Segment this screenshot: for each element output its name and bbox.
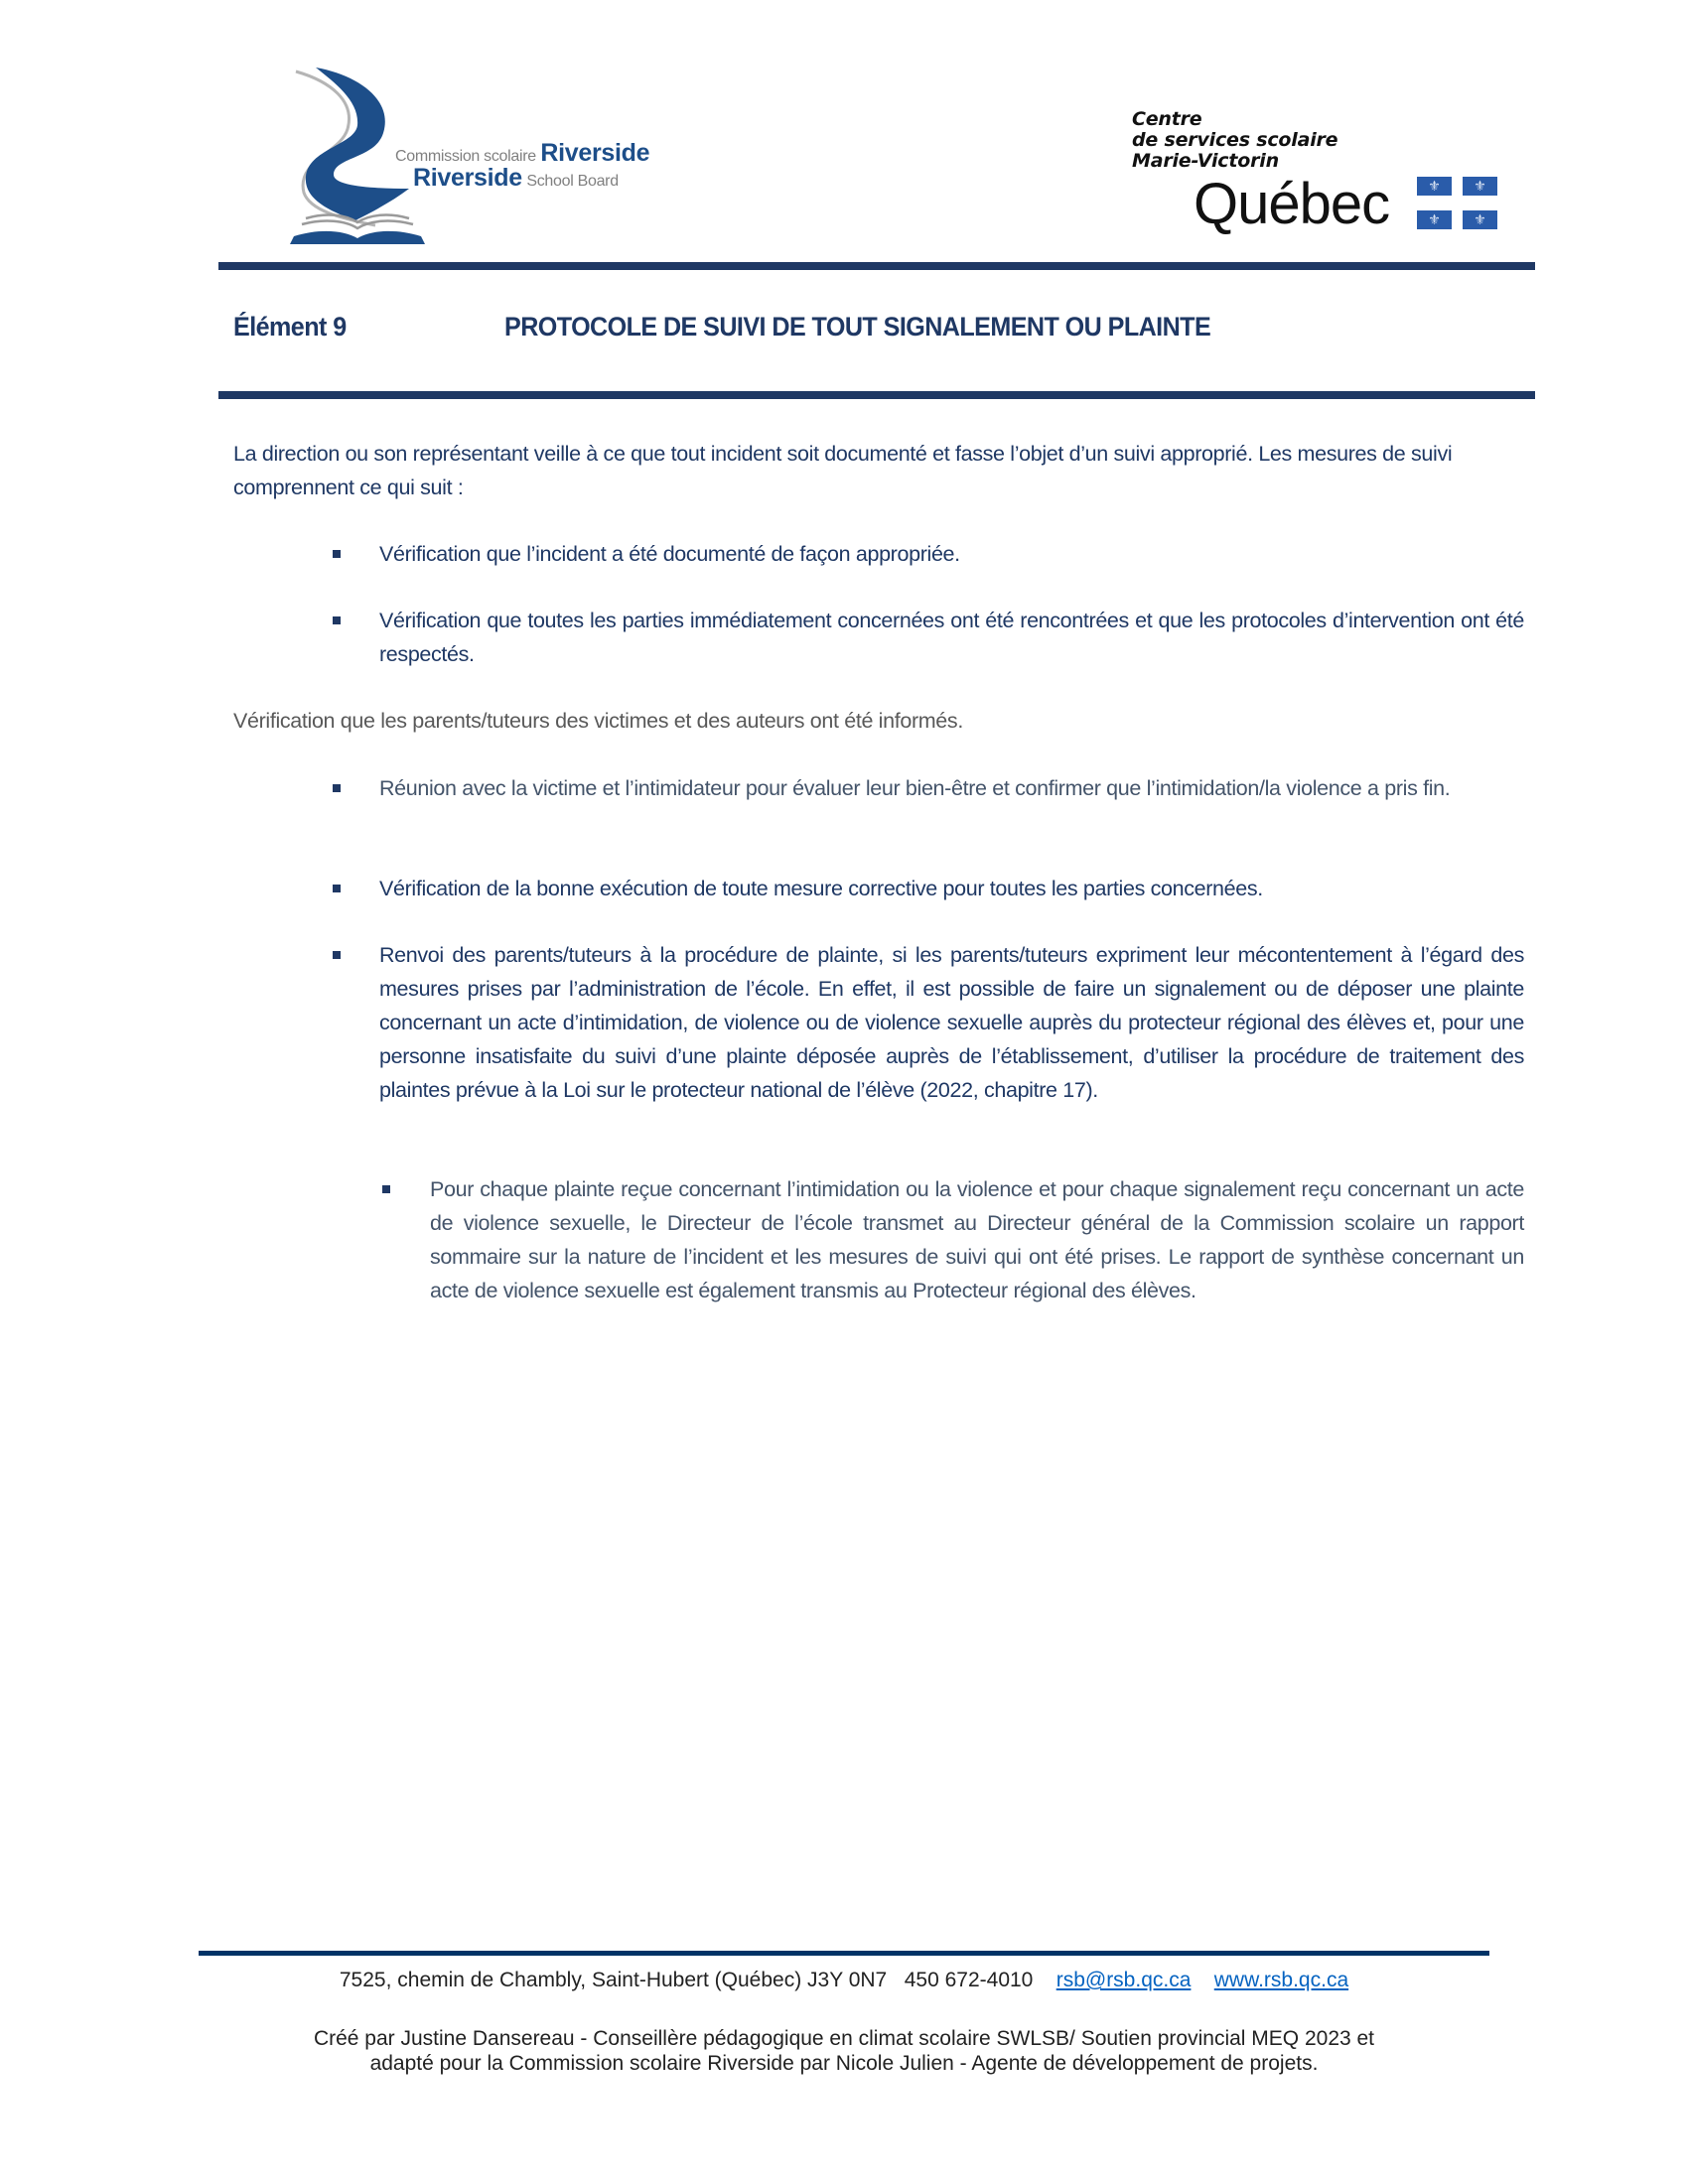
logo-text-marie-victorin: Marie-Victorin	[1132, 150, 1279, 172]
intro-paragraph: La direction ou son représentant veille à ce que tout incident soit documenté et fasse l’objet d’un suivi approprié. Les mesures de suivi comprennent ce qui suit :	[233, 442, 1453, 499]
footer-email-link[interactable]: rsb@rsb.qc.ca	[1055, 1969, 1192, 1991]
footer-credit-line-2: adapté pour la Commission scolaire Riverside par Nicole Julien - Agente de développement de projets.	[369, 2052, 1319, 2075]
footer-credit-line-1: Créé par Justine Dansereau - Conseillère pédagogique en climat scolaire SWLSB/ Soutien provincial MEQ 2023 et	[313, 2027, 1375, 2050]
list-item	[333, 872, 1524, 905]
quebec-cssmv-logo	[1132, 109, 1509, 248]
footer-website-link[interactable]: www.rsb.qc.ca	[1213, 1969, 1349, 1991]
logo-text-school-board: School Board	[526, 173, 619, 190]
riverside-school-board-logo	[286, 62, 683, 250]
bullet-square-icon	[382, 1185, 390, 1193]
bullet-square-icon	[333, 616, 341, 624]
list-item-text: Renvoi des parents/tuteurs à la procédure de plainte, si les parents/tuteurs expriment leur mécontentement à l’égard des mesures prises par l’administration de l’école. En effet, il est possible de faire un signalement ou de déposer une plainte concernant un acte d’intimidation, de violence ou de violence sexuelle auprès du protecteur régional des élèves et, pour une personne insatisfaite du suivi d’une plainte déposée auprès de l’établissement, d’utiliser la procédure de traitement des plaintes prévue à la Loi sur le protecteur national de l’élève (2022, chapitre 17).	[379, 943, 1524, 1102]
list-item-text: Vérification que l’incident a été documenté de façon appropriée.	[379, 542, 960, 566]
section-title: PROTOCOLE DE SUIVI DE TOUT SIGNALEMENT OU PLAINTE	[504, 312, 1211, 341]
element-label: Élément 9	[233, 312, 347, 341]
logo-text-riverside-fr: Riverside	[540, 139, 650, 167]
list-item-text: Réunion avec la victime et l’intimidateur pour évaluer leur bien-être et confirmer que l’intimidation/la violence a pris fin.	[379, 776, 1451, 800]
list-item	[333, 537, 1524, 571]
footer-rule	[199, 1951, 1489, 1956]
heading-bottom-rule	[218, 391, 1535, 399]
list-item	[333, 938, 1524, 1107]
logo-text-riverside-en: Riverside	[413, 164, 522, 192]
fleur-de-lis-icon: ⚜	[1417, 177, 1452, 196]
quebec-wordmark: Québec	[1194, 172, 1390, 236]
list-item-text: Vérification de la bonne exécution de toute mesure corrective pour toutes les parties concernées.	[379, 877, 1263, 900]
logo-text-centre: Centre	[1132, 108, 1202, 130]
fleur-de-lis-icon: ⚜	[1417, 210, 1452, 229]
list-item-text: Vérification que toutes les parties immédiatement concernées ont été rencontrées et que les protocoles d’intervention ont été respectés.	[379, 609, 1524, 666]
sub-list-item	[382, 1172, 1524, 1307]
bullet-square-icon	[333, 784, 341, 792]
fleur-de-lis-icon: ⚜	[1463, 210, 1497, 229]
logo-text-services-scolaire: de services scolaire	[1132, 129, 1338, 151]
footer-phone: 450 672-4010	[904, 1969, 1034, 1991]
fleur-de-lis-flag-icon	[1417, 177, 1498, 230]
sub-list-item-text: Pour chaque plainte reçue concernant l’intimidation ou la violence et pour chaque signalement reçu concernant un acte de violence sexuelle, le Directeur de l’école transmet au Directeur général de la Commission scolaire un rapport sommaire sur la nature de l’incident et les mesures de suivi qui ont été prises. Le rapport de synthèse concernant un acte de violence sexuelle est également transmis au Protecteur régional des élèves.	[430, 1177, 1524, 1302]
heading-top-rule	[218, 262, 1535, 270]
footer-address: 7525, chemin de Chambly, Saint-Hubert (Québec) J3Y 0N7	[339, 1969, 888, 1991]
footer-contact	[0, 1969, 1688, 1992]
list-item	[333, 604, 1524, 671]
logo-text-commission-scolaire: Commission scolaire	[395, 148, 536, 165]
footer-credit	[149, 2026, 1539, 2076]
bullet-square-icon	[333, 550, 341, 558]
list-item	[333, 771, 1524, 805]
bullet-square-icon	[333, 885, 341, 892]
parents-informed-paragraph: Vérification que les parents/tuteurs des victimes et des auteurs ont été informés.	[233, 709, 963, 733]
fleur-de-lis-icon: ⚜	[1463, 177, 1497, 196]
bullet-square-icon	[333, 951, 341, 959]
